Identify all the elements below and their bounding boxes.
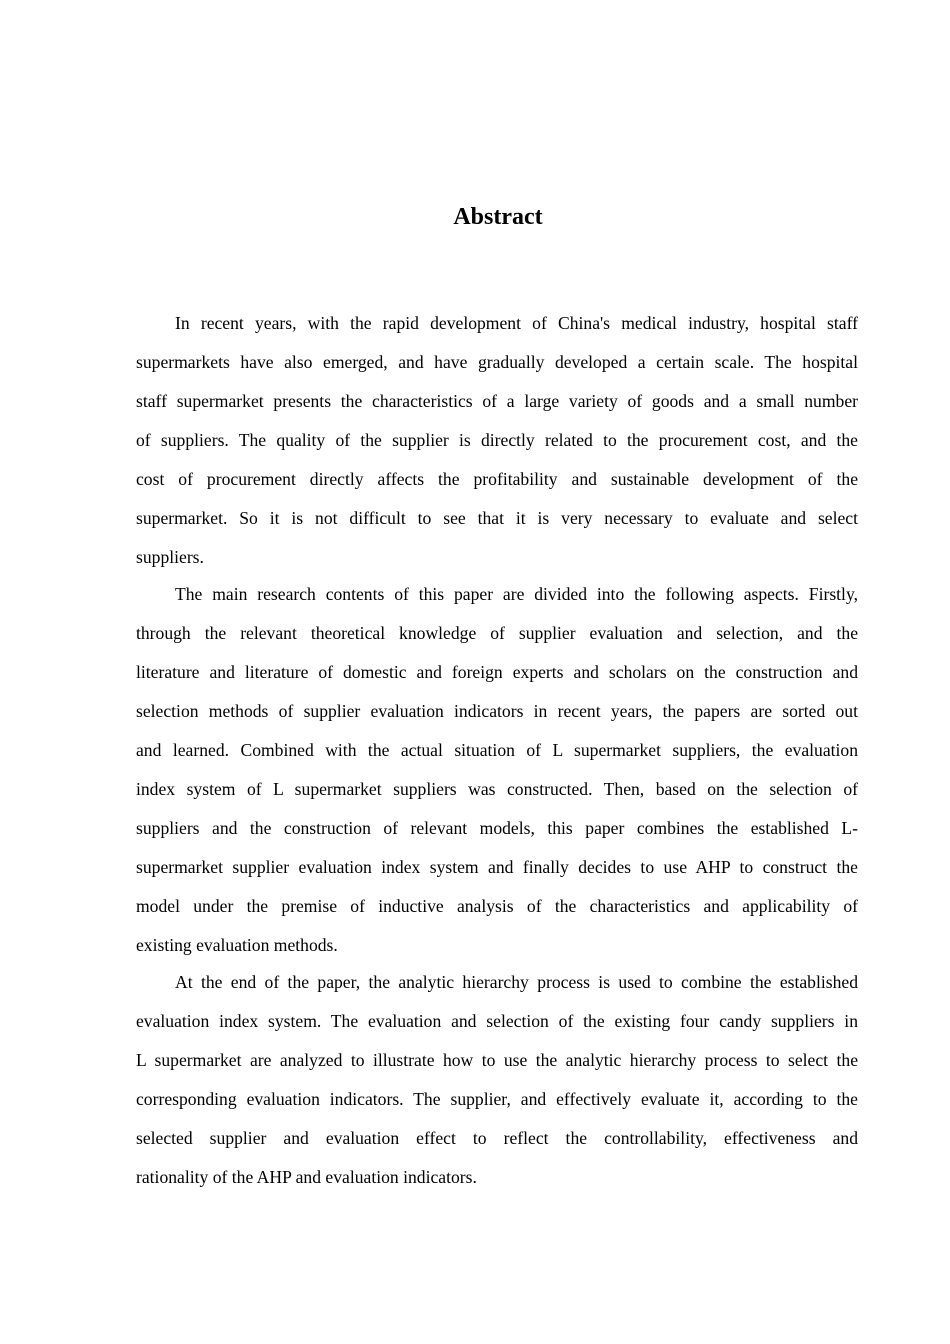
paragraph-1 (136, 304, 858, 577)
text-line: The main research contents of this paper are divided into the following aspects. Firstly, (175, 584, 858, 604)
text-line: selection methods of supplier evaluation indicators in recent years, the papers are sorted out (136, 701, 858, 721)
text-line: rationality of the AHP and evaluation indicators. (136, 1167, 477, 1187)
text-line: index system of L supermarket suppliers was constructed. Then, based on the selection of (136, 779, 858, 799)
page-title: Abstract (453, 204, 543, 230)
text-line: of suppliers. The quality of the supplier is directly related to the procurement cost, and the (136, 430, 858, 450)
text-line: selected supplier and evaluation effect to reflect the controllability, effectiveness and (136, 1128, 858, 1148)
text-line: staff supermarket presents the characteristics of a large variety of goods and a small number (136, 391, 858, 411)
paragraph-2 (136, 575, 858, 965)
abstract-body (136, 304, 858, 1197)
text-line: corresponding evaluation indicators. The supplier, and effectively evaluate it, according to the (136, 1089, 858, 1109)
text-line: supermarket supplier evaluation index system and finally decides to use AHP to construct the (136, 857, 858, 877)
text-line: cost of procurement directly affects the profitability and sustainable development of the (136, 469, 858, 489)
text-line: evaluation index system. The evaluation and selection of the existing four candy suppliers in (136, 1011, 858, 1031)
text-line: In recent years, with the rapid development of China's medical industry, hospital staff (175, 313, 858, 333)
text-line: supermarket. So it is not difficult to see that it is very necessary to evaluate and select (136, 508, 858, 528)
paragraph-3 (136, 963, 858, 1197)
text-line: L supermarket are analyzed to illustrate how to use the analytic hierarchy process to select the (136, 1050, 858, 1070)
text-line: existing evaluation methods. (136, 935, 338, 955)
text-line: through the relevant theoretical knowledge of supplier evaluation and selection, and the (136, 623, 858, 643)
text-line: and learned. Combined with the actual situation of L supermarket suppliers, the evaluation (136, 740, 858, 760)
text-line: suppliers. (136, 547, 204, 567)
text-line: supermarkets have also emerged, and have gradually developed a certain scale. The hospital (136, 352, 858, 372)
text-line: literature and literature of domestic and foreign experts and scholars on the construction and (136, 662, 858, 682)
text-line: At the end of the paper, the analytic hierarchy process is used to combine the established (175, 972, 858, 992)
text-line: model under the premise of inductive analysis of the characteristics and applicability of (136, 896, 858, 916)
text-line: suppliers and the construction of relevant models, this paper combines the established L- (136, 818, 858, 838)
